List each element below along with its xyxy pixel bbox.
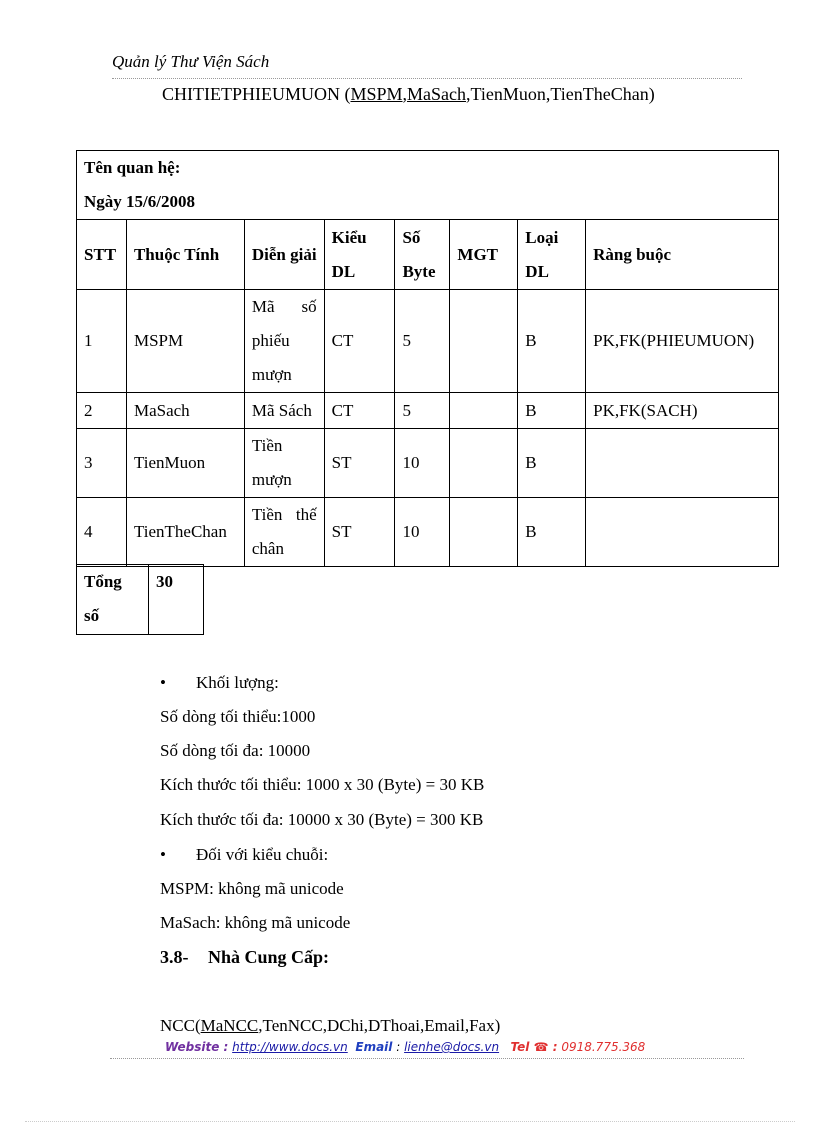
date-label: Ngày 15/6/2008 [84,192,195,211]
relation-name: CHITIETPHIEUMUON [162,84,340,104]
ncc-primary-key: MaNCC [200,1016,259,1035]
header-divider [112,78,742,79]
max-size: Kích thước tối đa: 10000 x 30 (Byte) = 300 KB [160,810,484,829]
column-header: Diễn giải [244,220,324,290]
column-header: Số Byte [395,220,450,290]
footer-divider [110,1058,744,1059]
table-meta [77,151,779,220]
min-size: Kích thước tối thiểu: 1000 x 30 (Byte) = 30 KB [160,775,485,794]
total-table [76,564,204,635]
tel-value: 0918.775.368 [557,1040,646,1054]
table-row: 3 TienMuon Tiền mượn ST 10 B [77,429,779,498]
email-label: Email [355,1040,393,1054]
mspm-note: MSPM: không mã unicode [160,879,344,898]
bullet-volume: • Khối lượng: [160,673,279,692]
tel-label: Tel ☎ : [510,1040,558,1054]
page-bottom-border [25,1121,795,1122]
column-header: Loại DL [518,220,586,290]
table-row: 4 TienTheChan Tiền thế chân ST 10 B [77,498,779,567]
bullet-icon: • [160,845,166,864]
relation-schema: CHITIETPHIEUMUON (MSPM,MaSach,TienMuon,TienTheChan) [162,84,655,104]
website-label: Website : [165,1040,229,1054]
column-header: Thuộc Tính [126,220,244,290]
total-value: 30 [149,565,204,635]
column-header: MGT [450,220,518,290]
table-row: 1 MSPM Mã số phiếu mượn CT 5 B PK,FK(PHIEUMUON) [77,290,779,393]
relation-table [76,150,779,567]
column-header: Ràng buộc [586,220,779,290]
primary-key-1: MSPM [350,84,403,104]
section-title: Nhà Cung Cấp: [208,947,330,967]
column-header: STT [77,220,127,290]
ncc-schema: NCC(MaNCC,TenNCC,DChi,DThoai,Email,Fax) [160,1016,501,1035]
section-heading [160,947,329,968]
max-rows: Số dòng tối đa: 10000 [160,741,311,760]
relation-label: Tên quan hệ: [84,158,181,177]
section-number: 3.8- [160,947,189,967]
page-header-title: Quản lý Thư Viện Sách [112,52,270,71]
column-header: Kiểu DL [324,220,395,290]
min-rows: Số dòng tối thiểu:1000 [160,707,316,726]
masach-note: MaSach: không mã unicode [160,913,351,932]
bullet-icon: • [160,673,166,692]
table-header-row [77,220,779,290]
primary-key-2: MaSach [407,84,466,104]
website-link[interactable]: http://www.docs.vn [232,1040,348,1054]
email-link[interactable]: lienhe@docs.vn [404,1040,500,1054]
page-footer: Website : http://www.docs.vn Email : lienhe@docs.vn Tel ☎ : 0918.775.368 [165,1040,646,1054]
table-row: 2 MaSach Mã Sách CT 5 B PK,FK(SACH) [77,393,779,429]
bullet-strings: • Đối với kiểu chuỗi: [160,845,329,864]
total-label: Tổng số [77,565,149,635]
